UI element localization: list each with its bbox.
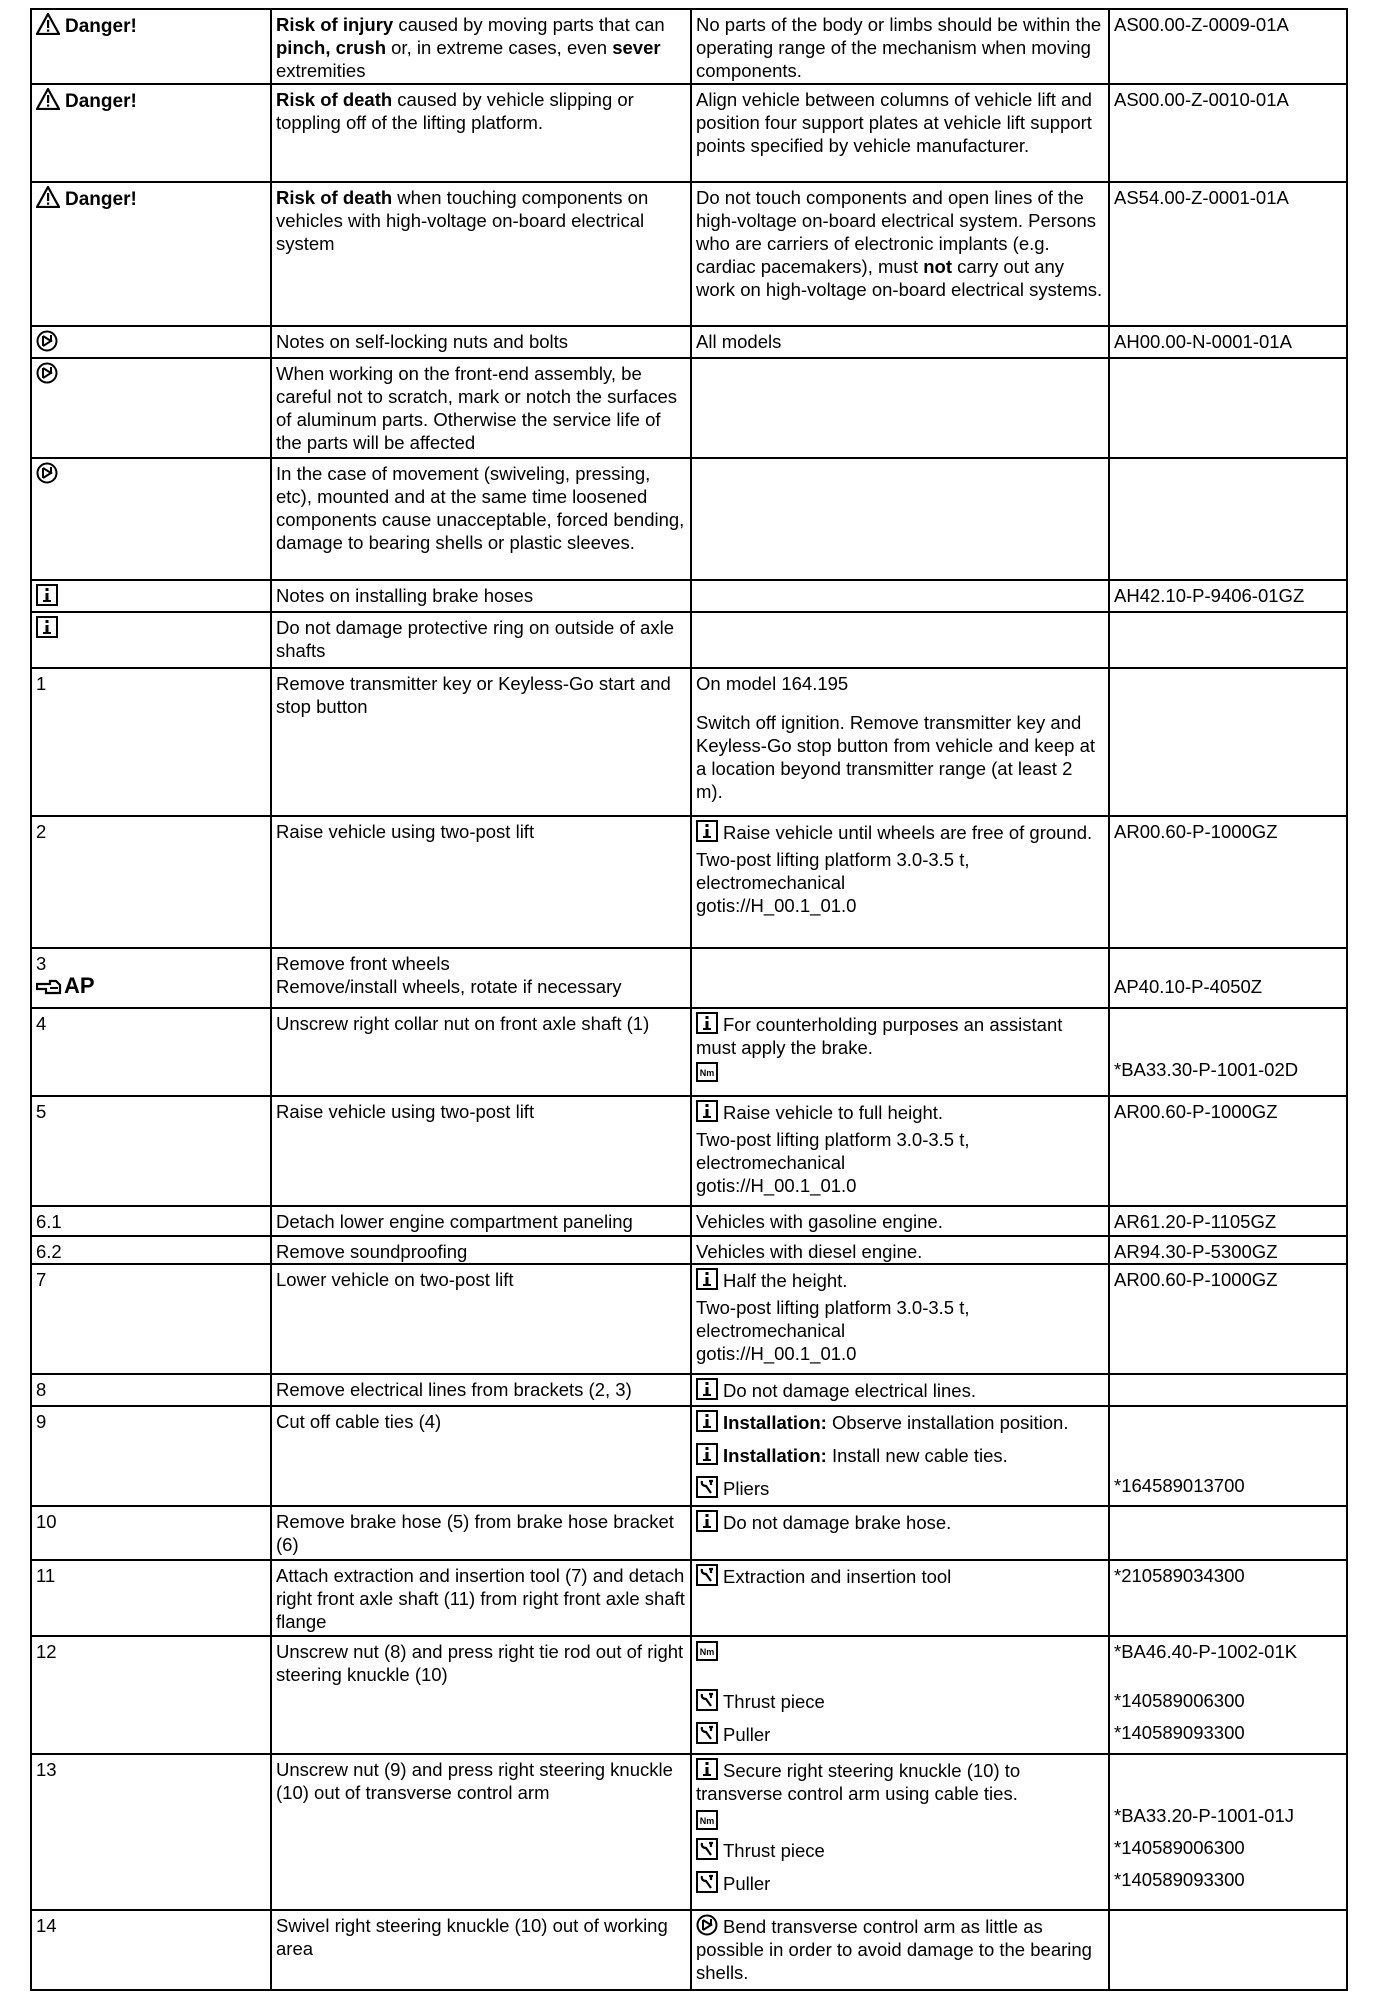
empty-cell — [691, 948, 1109, 1008]
torque-icon — [696, 1810, 718, 1830]
empty-cell — [1109, 1374, 1347, 1406]
torque-icon — [696, 1062, 718, 1082]
step-text: Raise vehicle using two-post lift — [271, 1096, 691, 1206]
step-text: Remove front wheels — [276, 953, 450, 974]
step-text: Remove brake hose (5) from brake hose bracket (6) — [271, 1506, 691, 1560]
table-row — [31, 1636, 1347, 1754]
risk-bold-text: sever — [612, 37, 661, 58]
step-note-line: Half the height. — [723, 1270, 848, 1291]
measure-text: Do not touch components and open lines of the high-voltage on-board electrical system. Persons who are carriers of electronic implants (e.g. cardiac pacemakers), must — [696, 187, 1096, 277]
installation-label: Installation: — [723, 1445, 827, 1466]
step-text: Raise vehicle using two-post lift — [271, 816, 691, 948]
step-note-line: Install new cable ties. — [826, 1445, 1008, 1466]
step-notes — [691, 1910, 1109, 1990]
warning-triangle-icon — [36, 88, 60, 110]
special-tool-icon — [696, 1476, 718, 1498]
ref-text: *140589006300 — [1114, 1690, 1245, 1711]
step-note-line: Bend transverse control arm as little as possible in order to avoid damage to the bearing shells. — [696, 1916, 1092, 1983]
step-text: Lower vehicle on two-post lift — [271, 1264, 691, 1374]
step-number: 14 — [31, 1910, 271, 1990]
danger-label: Danger! — [65, 16, 137, 37]
gotis-link[interactable]: gotis://H_00.1_01.0 — [696, 1175, 857, 1196]
ref-cell: *210589034300 — [1109, 1560, 1347, 1636]
empty-cell — [1109, 1506, 1347, 1560]
note-text: When working on the front-end assembly, be careful not to scratch, mark or notch the surfaces of aluminum parts. Otherwise the service life of the parts will be affected — [271, 358, 691, 458]
special-tool-icon — [696, 1871, 718, 1893]
ref-cell: AH00.00-N-0001-01A — [1109, 326, 1347, 358]
table-row — [31, 9, 1347, 84]
info-icon — [36, 616, 58, 638]
step-text: Remove/install wheels, rotate if necessary — [276, 976, 622, 997]
step-text: Remove transmitter key or Keyless-Go start and stop button — [271, 668, 691, 816]
info-icon — [696, 1378, 718, 1400]
danger-cell — [31, 182, 271, 326]
step-note-line: Do not damage brake hose. — [723, 1512, 952, 1533]
risk-title: Risk of death — [276, 187, 393, 208]
step-notes — [691, 1636, 1109, 1754]
table-row — [31, 1506, 1347, 1560]
tool-name: Puller — [723, 1724, 771, 1745]
table-row — [31, 182, 1347, 326]
step-text-cell — [271, 948, 691, 1008]
step-number: 5 — [31, 1096, 271, 1206]
special-tool-icon — [696, 1689, 718, 1711]
step-note-line: For counterholding purposes an assistant must apply the brake. — [696, 1014, 1063, 1058]
ref-cell: AR94.30-P-5300GZ — [1109, 1236, 1347, 1264]
step-number: 2 — [31, 816, 271, 948]
table-row — [31, 1206, 1347, 1236]
note-icon-cell — [31, 358, 271, 458]
empty-cell — [1109, 358, 1347, 458]
step-notes — [691, 1096, 1109, 1206]
step-number: 6.2 — [31, 1236, 271, 1264]
ref-text: *140589006300 — [1114, 1837, 1245, 1858]
table-row — [31, 948, 1347, 1008]
step-note-line: Two-post lifting platform 3.0-3.5 t, electromechanical — [696, 1297, 970, 1341]
step-number-cell — [31, 948, 271, 1008]
table-row — [31, 1008, 1347, 1096]
ref-cell — [1109, 1008, 1347, 1096]
step-notes — [691, 1560, 1109, 1636]
note-text: Notes on self-locking nuts and bolts — [271, 326, 691, 358]
step-note-line: On model 164.195 — [696, 673, 849, 694]
ref-cell: AS00.00-Z-0009-01A — [1109, 9, 1347, 84]
ref-text: AP40.10-P-4050Z — [1114, 976, 1263, 997]
step-notes — [691, 668, 1109, 816]
risk-text: or, in extreme cases, even — [386, 37, 613, 58]
measure-cell: No parts of the body or limbs should be within the operating range of the mechanism when moving components. — [691, 9, 1109, 84]
ref-cell: AR61.20-P-1105GZ — [1109, 1206, 1347, 1236]
table-row — [31, 612, 1347, 668]
step-number: 11 — [31, 1560, 271, 1636]
info-icon — [696, 820, 718, 842]
ref-cell: AR00.60-P-1000GZ — [1109, 816, 1347, 948]
step-note-line: Raise vehicle to full height. — [723, 1102, 944, 1123]
table-row — [31, 458, 1347, 580]
measure-bold-text: not — [923, 256, 952, 277]
note-icon — [696, 1914, 718, 1936]
risk-cell — [271, 9, 691, 84]
info-icon — [696, 1443, 718, 1465]
step-number: 3 — [36, 953, 47, 974]
ref-cell — [1109, 1406, 1347, 1506]
step-note-line: Observe installation position. — [826, 1412, 1069, 1433]
step-number: 10 — [31, 1506, 271, 1560]
danger-label: Danger! — [65, 91, 137, 112]
warning-triangle-icon — [36, 186, 60, 208]
installation-label: Installation: — [723, 1412, 827, 1433]
ref-cell: AH42.10-P-9406-01GZ — [1109, 580, 1347, 612]
table-row — [31, 84, 1347, 182]
ref-text: *140589093300 — [1114, 1869, 1245, 1890]
note-text: In the case of movement (swiveling, pressing, etc), mounted and at the same time loosened components cause unacceptable, forced bending, damage to bearing shells or plastic sleeves. — [271, 458, 691, 580]
torque-label: Nm — [699, 1647, 715, 1657]
note-icon — [36, 330, 58, 352]
info-icon — [696, 1268, 718, 1290]
measure-text: carry out any work on high-voltage on-board electrical systems. — [696, 256, 1103, 300]
risk-text: caused by vehicle slipping or toppling off of the lifting platform. — [276, 89, 634, 133]
ap-label: AP — [64, 973, 95, 998]
step-notes — [691, 1374, 1109, 1406]
risk-bold-text: pinch, crush — [276, 37, 386, 58]
table-row — [31, 1406, 1347, 1506]
info-icon — [696, 1410, 718, 1432]
step-text: Unscrew nut (9) and press right steering knuckle (10) out of transverse control arm — [271, 1754, 691, 1910]
risk-title: Risk of injury — [276, 14, 394, 35]
gotis-link[interactable]: gotis://H_00.1_01.0 — [696, 1343, 857, 1364]
torque-label: Nm — [699, 1816, 715, 1826]
step-number: 9 — [31, 1406, 271, 1506]
step-number: 1 — [31, 668, 271, 816]
step-number: 7 — [31, 1264, 271, 1374]
table-row — [31, 580, 1347, 612]
step-note-line: Secure right steering knuckle (10) to transverse control arm using cable ties. — [696, 1760, 1021, 1804]
tool-name: Puller — [723, 1873, 771, 1894]
note-icon-cell — [31, 458, 271, 580]
risk-title: Risk of death — [276, 89, 393, 110]
step-notes: Vehicles with diesel engine. — [691, 1236, 1109, 1264]
risk-text: extremities — [276, 60, 366, 81]
table-row — [31, 816, 1347, 948]
risk-cell — [271, 84, 691, 182]
table-row — [31, 1374, 1347, 1406]
ref-text: *BA33.30-P-1001-02D — [1114, 1059, 1299, 1080]
step-note-line: Do not damage electrical lines. — [723, 1380, 976, 1401]
info-icon — [696, 1100, 718, 1122]
risk-text: when touching components on vehicles with high-voltage on-board electrical system — [276, 187, 649, 254]
step-notes — [691, 816, 1109, 948]
step-text: Detach lower engine compartment paneling — [271, 1206, 691, 1236]
info-icon-cell — [31, 580, 271, 612]
step-number: 13 — [31, 1754, 271, 1910]
step-note-line: Two-post lifting platform 3.0-3.5 t, electromechanical — [696, 1129, 970, 1173]
info-icon — [36, 584, 58, 606]
table-row — [31, 1096, 1347, 1206]
table-row — [31, 1754, 1347, 1910]
info-icon — [696, 1510, 718, 1532]
step-notes — [691, 1506, 1109, 1560]
info-icon-cell — [31, 612, 271, 668]
tool-name: Thrust piece — [723, 1691, 825, 1712]
empty-cell — [1109, 612, 1347, 668]
empty-cell — [691, 580, 1109, 612]
info-icon — [696, 1012, 718, 1034]
step-note-line: Two-post lifting platform 3.0-3.5 t, electromechanical — [696, 849, 970, 893]
step-note-line: Raise vehicle until wheels are free of ground. — [723, 822, 1093, 843]
note-text: Do not damage protective ring on outside of axle shafts — [271, 612, 691, 668]
empty-cell — [691, 358, 1109, 458]
step-notes — [691, 1406, 1109, 1506]
ref-text: *BA46.40-P-1002-01K — [1114, 1641, 1298, 1662]
ref-cell — [1109, 948, 1347, 1008]
table-row — [31, 1236, 1347, 1264]
step-number: 6.1 — [31, 1206, 271, 1236]
gotis-link[interactable]: gotis://H_00.1_01.0 — [696, 895, 857, 916]
note-text: Notes on installing brake hoses — [271, 580, 691, 612]
danger-cell — [31, 84, 271, 182]
info-icon — [696, 1758, 718, 1780]
danger-label: Danger! — [65, 189, 137, 210]
ref-cell — [1109, 1636, 1347, 1754]
warning-triangle-icon — [36, 13, 60, 35]
ref-cell: AR00.60-P-1000GZ — [1109, 1096, 1347, 1206]
ref-text: *164589013700 — [1114, 1475, 1245, 1496]
ref-cell — [1109, 1754, 1347, 1910]
measure-cell: Align vehicle between columns of vehicle lift and position four support plates at vehicle lift support points specified by vehicle manufacturer. — [691, 84, 1109, 182]
table-row — [31, 1560, 1347, 1636]
measure-cell — [691, 182, 1109, 326]
step-note-line: Switch off ignition. Remove transmitter key and Keyless-Go stop button from vehicle and keep at a location beyond transmitter range (at least 2 m). — [696, 712, 1095, 802]
ref-text: *140589093300 — [1114, 1722, 1245, 1743]
empty-cell — [691, 458, 1109, 580]
note-icon — [36, 362, 58, 384]
step-text: Remove electrical lines from brackets (2, 3) — [271, 1374, 691, 1406]
empty-cell — [691, 612, 1109, 668]
ref-cell: AR00.60-P-1000GZ — [1109, 1264, 1347, 1374]
special-tool-icon — [696, 1564, 718, 1586]
note-models: All models — [691, 326, 1109, 358]
step-notes — [691, 1008, 1109, 1096]
ref-cell: AS00.00-Z-0010-01A — [1109, 84, 1347, 182]
step-text: Cut off cable ties (4) — [271, 1406, 691, 1506]
step-text: Unscrew right collar nut on front axle shaft (1) — [271, 1008, 691, 1096]
risk-cell — [271, 182, 691, 326]
table-row — [31, 358, 1347, 458]
step-number: 12 — [31, 1636, 271, 1754]
risk-text: caused by moving parts that can — [393, 14, 665, 35]
step-text: Unscrew nut (8) and press right tie rod out of right steering knuckle (10) — [271, 1636, 691, 1754]
ref-text: *BA33.20-P-1001-01J — [1114, 1805, 1294, 1826]
table-row — [31, 326, 1347, 358]
step-number: 4 — [31, 1008, 271, 1096]
empty-cell — [1109, 1910, 1347, 1990]
procedure-table — [30, 8, 1348, 1991]
step-notes — [691, 1754, 1109, 1910]
step-text: Remove soundproofing — [271, 1236, 691, 1264]
tool-name: Extraction and insertion tool — [723, 1566, 952, 1587]
torque-label: Nm — [699, 1068, 715, 1078]
pointing-hand-icon — [36, 978, 62, 996]
table-row — [31, 1264, 1347, 1374]
ref-cell: AS54.00-Z-0001-01A — [1109, 182, 1347, 326]
tool-name: Pliers — [723, 1478, 770, 1499]
step-notes: Vehicles with gasoline engine. — [691, 1206, 1109, 1236]
table-row — [31, 668, 1347, 816]
note-icon — [36, 462, 58, 484]
step-text: Swivel right steering knuckle (10) out of working area — [271, 1910, 691, 1990]
danger-cell — [31, 9, 271, 84]
tool-name: Thrust piece — [723, 1840, 825, 1861]
empty-cell — [1109, 458, 1347, 580]
empty-cell — [1109, 668, 1347, 816]
step-number: 8 — [31, 1374, 271, 1406]
special-tool-icon — [696, 1838, 718, 1860]
note-icon-cell — [31, 326, 271, 358]
step-notes — [691, 1264, 1109, 1374]
special-tool-icon — [696, 1722, 718, 1744]
table-row — [31, 1910, 1347, 1990]
step-text: Attach extraction and insertion tool (7) and detach right front axle shaft (11) from right front axle shaft flange — [271, 1560, 691, 1636]
torque-icon — [696, 1641, 718, 1661]
